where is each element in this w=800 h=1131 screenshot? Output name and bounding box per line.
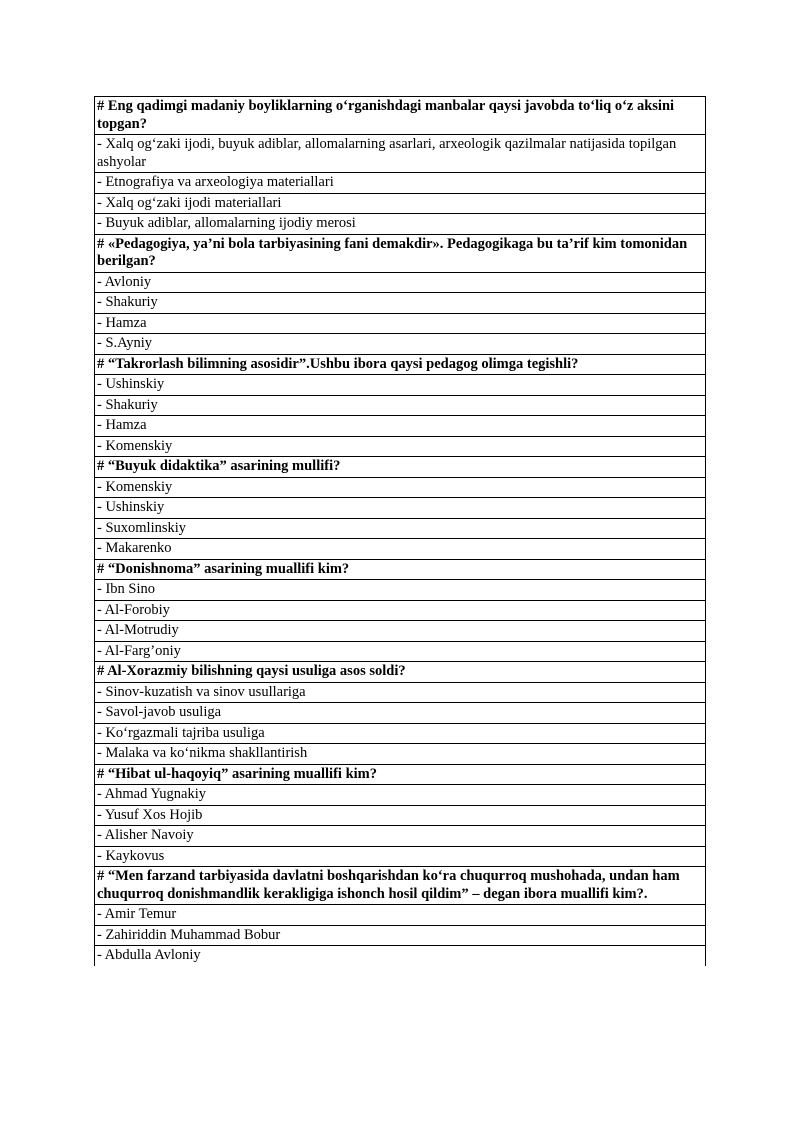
answer-option: - Alisher Navoiy [95,826,706,847]
answer-row [95,498,706,519]
answer-option: - Ushinskiy [95,498,706,519]
answer-row [95,395,706,416]
answer-option: - Xalq og‘zaki ijodi, buyuk adiblar, allomalarning asarlari, arxeologik qazilmalar natijasida topilgan ashyolar [95,135,706,173]
answer-row [95,580,706,601]
answer-row [95,946,706,966]
answer-option: - Shakuriy [95,395,706,416]
answer-row [95,826,706,847]
answer-row [95,214,706,235]
answer-option: - Ahmad Yugnakiy [95,785,706,806]
question-text: # “Buyuk didaktika” asarining mullifi? [95,457,706,478]
answer-row [95,293,706,314]
question-row [95,234,706,272]
answer-row [95,334,706,355]
question-row [95,764,706,785]
answer-option: - Ushinskiy [95,375,706,396]
answer-row [95,313,706,334]
answer-row [95,785,706,806]
quiz-table-body [95,97,706,966]
answer-row [95,272,706,293]
answer-row [95,805,706,826]
answer-row [95,621,706,642]
answer-option: - Komenskiy [95,436,706,457]
answer-option: - Malaka va ko‘nikma shakllantirish [95,744,706,765]
question-text: # “Takrorlash bilimning asosidir”.Ushbu ibora qaysi pedagog olimga tegishli? [95,354,706,375]
question-row [95,867,706,905]
answer-row [95,375,706,396]
answer-row [95,723,706,744]
answer-option: - Komenskiy [95,477,706,498]
answer-row [95,703,706,724]
question-text: # Eng qadimgi madaniy boyliklarning o‘rganishdagi manbalar qaysi javobda to‘liq o‘z aksini topgan? [95,97,706,135]
answer-row [95,173,706,194]
answer-row [95,518,706,539]
answer-option: - Zahiriddin Muhammad Bobur [95,925,706,946]
answer-option: - Buyuk adiblar, allomalarning ijodiy merosi [95,214,706,235]
answer-option: - Suxomlinskiy [95,518,706,539]
answer-option: - Ko‘rgazmali tajriba usuliga [95,723,706,744]
answer-option: - Sinov-kuzatish va sinov usullariga [95,682,706,703]
answer-row [95,682,706,703]
answer-option: - Etnografiya va arxeologiya materiallari [95,173,706,194]
answer-row [95,193,706,214]
question-text: # “Hibat ul-haqoyiq” asarining muallifi kim? [95,764,706,785]
answer-row [95,436,706,457]
answer-row [95,135,706,173]
answer-option: - Yusuf Xos Hojib [95,805,706,826]
answer-row [95,539,706,560]
answer-row [95,416,706,437]
answer-row [95,600,706,621]
answer-option: - Ibn Sino [95,580,706,601]
answer-option: - Amir Temur [95,905,706,926]
question-text: # “Donishnoma” asarining muallifi kim? [95,559,706,580]
answer-row [95,477,706,498]
question-text: # Al-Xorazmiy bilishning qaysi usuliga asos soldi? [95,662,706,683]
question-row [95,97,706,135]
question-row [95,662,706,683]
answer-row [95,925,706,946]
answer-option: - Kaykovus [95,846,706,867]
answer-option: - Hamza [95,416,706,437]
quiz-table [94,96,706,966]
answer-row [95,744,706,765]
answer-row [95,641,706,662]
question-row [95,354,706,375]
answer-option: - Al-Motrudiy [95,621,706,642]
answer-option: - Abdulla Avloniy [95,946,706,966]
question-text: # “Men farzand tarbiyasida davlatni boshqarishdan ko‘ra chuqurroq mushohada, undan ham chuqurroq donishmandlik kerakligiga ishonch hosil qildim” – degan ibora muallifi kim?. [95,867,706,905]
answer-row [95,846,706,867]
answer-option: - S.Ayniy [95,334,706,355]
answer-option: - Savol-javob usuliga [95,703,706,724]
question-text: # «Pedagogiya, ya’ni bola tarbiyasining fani demakdir». Pedagogikaga bu ta’rif kim tomonidan berilgan? [95,234,706,272]
answer-option: - Xalq og‘zaki ijodi materiallari [95,193,706,214]
answer-option: - Al-Forobiy [95,600,706,621]
answer-option: - Shakuriy [95,293,706,314]
question-row [95,457,706,478]
answer-option: - Al-Farg’oniy [95,641,706,662]
answer-option: - Avloniy [95,272,706,293]
answer-option: - Hamza [95,313,706,334]
question-row [95,559,706,580]
answer-option: - Makarenko [95,539,706,560]
answer-row [95,905,706,926]
